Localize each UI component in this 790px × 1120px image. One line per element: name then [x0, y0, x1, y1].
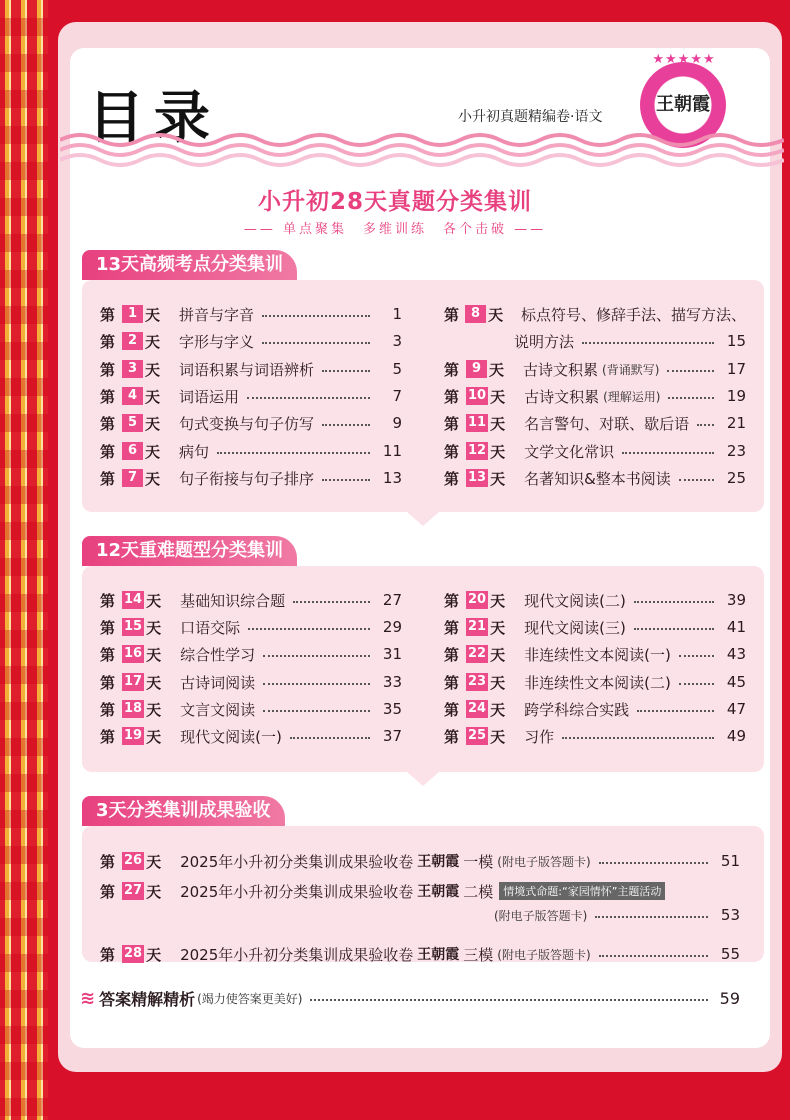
day-suffix: 天 — [146, 591, 162, 610]
leader-dots — [599, 955, 708, 957]
toc-entry[interactable] — [100, 643, 402, 665]
toc-entry[interactable] — [100, 616, 402, 638]
day-suffix: 天 — [145, 332, 161, 351]
slogan: —— 单点聚集 多维训练 各个击破 —— — [243, 222, 547, 237]
day-number: 15 — [124, 619, 143, 634]
series-name: 小升初真题精编卷·语文 — [458, 109, 603, 125]
day-suffix: 天 — [490, 618, 506, 637]
toc-entry[interactable] — [100, 850, 740, 872]
day-prefix: 第 — [444, 442, 460, 461]
day-number: 11 — [468, 415, 487, 430]
day-prefix: 第 — [100, 332, 116, 351]
day-suffix: 天 — [145, 442, 161, 461]
entry-label: 非连续性文本阅读(二) — [524, 673, 671, 692]
toc-entry[interactable] — [100, 671, 402, 693]
leader-dots — [247, 397, 370, 399]
entry-label: 古诗文积累 — [524, 387, 600, 406]
brand-signature: 王朝霞 — [417, 947, 460, 963]
day-number: 1 — [122, 305, 143, 323]
entry-label: 句式变换与句子仿写 — [179, 414, 315, 433]
day-suffix: 天 — [145, 305, 161, 324]
leader-dots — [634, 628, 714, 630]
leader-dots — [290, 737, 370, 739]
toc-entry[interactable] — [100, 943, 740, 965]
toc-entry[interactable] — [444, 358, 746, 380]
exam-mode: 一模 — [463, 852, 494, 871]
day-prefix: 第 — [444, 700, 460, 719]
entry-label: 病句 — [179, 442, 210, 461]
day-number: 18 — [124, 701, 143, 716]
entry-label: 基础知识综合题 — [180, 591, 286, 610]
toc-entry[interactable] — [100, 440, 402, 462]
toc-entry[interactable] — [444, 303, 746, 325]
page-number: 27 — [382, 591, 402, 609]
leader-dots — [667, 370, 714, 372]
page-number: 21 — [726, 414, 746, 432]
day-prefix: 第 — [100, 387, 116, 406]
entry-label: 综合性学习 — [180, 645, 256, 664]
wave-icon: ≋ — [80, 987, 96, 1009]
leader-dots — [582, 342, 714, 344]
page-number: 15 — [726, 332, 746, 350]
section-title-1: 13天高频考点分类集训 — [82, 250, 297, 280]
day-suffix: 天 — [490, 591, 506, 610]
toc-entry[interactable] — [100, 330, 402, 352]
entry-note: (附电子版答题卡) — [494, 908, 588, 923]
toc-entry[interactable] — [444, 698, 746, 720]
day-suffix: 天 — [146, 945, 162, 964]
day-number: 16 — [124, 646, 143, 661]
page-number: 25 — [726, 469, 746, 487]
day-suffix: 天 — [145, 387, 161, 406]
page-number: 1 — [392, 305, 402, 323]
entry-label: 名著知识&整本书阅读 — [524, 469, 671, 488]
toc-entry-continued[interactable] — [100, 904, 740, 926]
toc-entry[interactable] — [444, 643, 746, 665]
page-number: 13 — [382, 469, 402, 487]
section-title-3: 3天分类集训成果验收 — [82, 796, 285, 826]
day-suffix: 天 — [146, 673, 162, 692]
page-number: 7 — [392, 387, 402, 405]
exam-mode: 三模 — [463, 945, 494, 964]
day-prefix: 第 — [100, 852, 116, 871]
entry-label: 古诗文积累 — [523, 360, 599, 379]
day-suffix: 天 — [490, 414, 506, 433]
day-suffix: 天 — [490, 673, 506, 692]
day-number: 17 — [124, 674, 143, 689]
leader-dots — [668, 397, 714, 399]
day-suffix: 天 — [489, 360, 505, 379]
day-suffix: 天 — [145, 414, 161, 433]
day-prefix: 第 — [100, 700, 116, 719]
entry-label: 文学文化常识 — [524, 442, 615, 461]
answer-entry[interactable] — [80, 986, 740, 1010]
entry-label: 口语交际 — [180, 618, 241, 637]
day-number: 25 — [468, 728, 487, 743]
day-number: 10 — [468, 388, 487, 403]
entry-label: 字形与字义 — [179, 332, 255, 351]
day-prefix: 第 — [100, 469, 116, 488]
day-number: 12 — [468, 443, 487, 458]
page-number: 45 — [726, 673, 746, 691]
day-prefix: 第 — [100, 591, 116, 610]
day-suffix: 天 — [490, 442, 506, 461]
day-prefix: 第 — [444, 591, 460, 610]
day-number: 13 — [468, 470, 487, 485]
decorative-border-stripes — [0, 0, 48, 1120]
exam-mode: 二模 — [463, 882, 494, 901]
entry-label: 标点符号、修辞手法、描写方法、 — [520, 305, 746, 324]
toc-entry[interactable] — [444, 616, 746, 638]
day-number: 19 — [124, 728, 143, 743]
day-prefix: 第 — [444, 469, 460, 488]
day-number: 21 — [468, 619, 487, 634]
day-prefix: 第 — [100, 414, 116, 433]
page-number: 17 — [726, 360, 746, 378]
day-number: 14 — [124, 592, 143, 607]
page-number: 53 — [720, 906, 740, 924]
day-prefix: 第 — [100, 305, 116, 324]
leader-dots — [293, 601, 370, 603]
page-number: 19 — [726, 387, 746, 405]
logo-name: 王朝霞 — [656, 94, 710, 115]
entry-label: 句子衔接与句子排序 — [179, 469, 315, 488]
leader-dots — [679, 479, 714, 481]
entry-note: (理解运用) — [603, 389, 661, 404]
leader-dots — [310, 999, 708, 1001]
day-suffix: 天 — [145, 360, 161, 379]
entry-label: 现代文阅读(二) — [524, 591, 626, 610]
leader-dots — [679, 683, 714, 685]
leader-dots — [262, 315, 370, 317]
entry-label: 非连续性文本阅读(一) — [524, 645, 671, 664]
entry-label: 词语运用 — [179, 387, 240, 406]
leader-dots — [263, 710, 370, 712]
page-number: 31 — [382, 645, 402, 663]
page-number: 47 — [726, 700, 746, 718]
logo-stars: ★★★★★ — [652, 52, 716, 67]
toc-entry[interactable] — [100, 358, 402, 380]
toc-entry[interactable] — [100, 880, 740, 902]
day-number: 26 — [124, 853, 143, 868]
day-prefix: 第 — [100, 360, 116, 379]
page-number: 41 — [726, 618, 746, 636]
brand-signature: 王朝霞 — [417, 884, 460, 900]
page-number: 23 — [726, 442, 746, 460]
page-number: 5 — [392, 360, 402, 378]
entry-label: 名言警句、对联、歇后语 — [524, 414, 690, 433]
day-number: 6 — [122, 442, 143, 460]
toc-entry[interactable] — [444, 467, 746, 489]
entry-note: (附电子版答题卡) — [497, 854, 591, 869]
decorative-waves — [60, 130, 784, 170]
day-number: 24 — [468, 701, 487, 716]
toc-entry[interactable] — [444, 385, 746, 407]
toc-entry[interactable] — [444, 671, 746, 693]
entry-label: 拼音与字音 — [179, 305, 255, 324]
day-number: 23 — [468, 674, 487, 689]
day-prefix: 第 — [444, 305, 460, 324]
day-number: 8 — [465, 305, 486, 323]
page-number: 59 — [719, 988, 740, 1008]
toc-entry-continued[interactable] — [444, 330, 746, 352]
toc-entry[interactable] — [100, 467, 402, 489]
entry-label: 2025年小升初分类集训成果验收卷 — [180, 882, 414, 901]
page-title: 目录 — [88, 86, 220, 151]
day-number: 3 — [122, 360, 143, 378]
day-number: 27 — [124, 883, 143, 898]
leader-dots — [622, 452, 714, 454]
entry-label: 习作 — [524, 727, 555, 746]
toc-entry[interactable] — [444, 725, 746, 747]
toc-entry[interactable] — [100, 589, 402, 611]
page-number: 39 — [726, 591, 746, 609]
day-suffix: 天 — [490, 387, 506, 406]
main-heading: 小升初28天真题分类集训 — [257, 189, 532, 215]
day-suffix: 天 — [490, 700, 506, 719]
day-prefix: 第 — [444, 727, 460, 746]
day-prefix: 第 — [444, 360, 460, 379]
leader-dots — [697, 424, 714, 426]
day-prefix: 第 — [444, 387, 460, 406]
leader-dots — [217, 452, 370, 454]
day-prefix: 第 — [444, 673, 460, 692]
page-number: 49 — [726, 727, 746, 745]
toc-entry[interactable] — [100, 412, 402, 434]
day-prefix: 第 — [444, 618, 460, 637]
answer-title: 答案精解精析 — [99, 989, 196, 1009]
day-suffix: 天 — [146, 645, 162, 664]
brand-signature: 王朝霞 — [417, 854, 460, 870]
day-suffix: 天 — [146, 882, 162, 901]
section-title-2: 12天重难题型分类集训 — [82, 536, 297, 566]
day-suffix: 天 — [145, 469, 161, 488]
leader-dots — [262, 342, 370, 344]
toc-entry[interactable] — [444, 589, 746, 611]
day-number: 2 — [122, 332, 143, 350]
page-number: 35 — [382, 700, 402, 718]
leader-dots — [599, 862, 708, 864]
day-number: 9 — [466, 360, 487, 378]
day-prefix: 第 — [100, 727, 116, 746]
day-prefix: 第 — [444, 645, 460, 664]
day-suffix: 天 — [146, 852, 162, 871]
day-prefix: 第 — [444, 414, 460, 433]
day-prefix: 第 — [100, 442, 116, 461]
page-number: 33 — [382, 673, 402, 691]
entry-label-continued: 说明方法 — [514, 332, 575, 351]
leader-dots — [322, 424, 370, 426]
page-number: 37 — [382, 727, 402, 745]
day-suffix: 天 — [146, 618, 162, 637]
entry-label: 2025年小升初分类集训成果验收卷 — [180, 945, 414, 964]
page-number: 55 — [720, 945, 740, 963]
toc-entry[interactable] — [100, 385, 402, 407]
day-suffix: 天 — [490, 727, 506, 746]
page-number: 29 — [382, 618, 402, 636]
day-suffix: 天 — [490, 645, 506, 664]
leader-dots — [263, 655, 370, 657]
day-number: 28 — [124, 946, 143, 961]
leader-dots — [679, 655, 714, 657]
day-prefix: 第 — [100, 882, 116, 901]
day-number: 7 — [122, 469, 143, 487]
entry-label: 文言文阅读 — [180, 700, 256, 719]
leader-dots — [263, 683, 370, 685]
entry-note: (背诵默写) — [602, 362, 660, 377]
day-prefix: 第 — [100, 618, 116, 637]
page-number: 51 — [720, 852, 740, 870]
toc-entry[interactable] — [100, 725, 402, 747]
day-prefix: 第 — [100, 673, 116, 692]
leader-dots — [322, 479, 370, 481]
toc-entry[interactable] — [100, 698, 402, 720]
day-number: 4 — [122, 387, 143, 405]
leader-dots — [637, 710, 714, 712]
entry-label: 2025年小升初分类集训成果验收卷 — [180, 852, 414, 871]
day-suffix: 天 — [490, 469, 506, 488]
page-number: 43 — [726, 645, 746, 663]
day-suffix: 天 — [488, 305, 504, 324]
entry-label: 词语积累与词语辨析 — [179, 360, 315, 379]
leader-dots — [322, 370, 370, 372]
leader-dots — [248, 628, 370, 630]
day-prefix: 第 — [100, 945, 116, 964]
toc-entry[interactable] — [100, 303, 402, 325]
entry-label: 跨学科综合实践 — [524, 700, 630, 719]
theme-tag: 情境式命题:“家园情怀”主题活动 — [499, 882, 665, 900]
day-number: 20 — [468, 592, 487, 607]
day-number: 5 — [122, 414, 143, 432]
answer-subtitle: (竭力使答案更美好) — [197, 991, 303, 1006]
leader-dots — [634, 601, 714, 603]
page-number: 9 — [392, 414, 402, 432]
toc-entry[interactable] — [444, 440, 746, 462]
page-number: 11 — [382, 442, 402, 460]
entry-label: 现代文阅读(三) — [524, 618, 626, 637]
entry-label: 古诗词阅读 — [180, 673, 256, 692]
page-number: 3 — [392, 332, 402, 350]
day-suffix: 天 — [146, 727, 162, 746]
leader-dots — [562, 737, 714, 739]
day-prefix: 第 — [100, 645, 116, 664]
toc-entry[interactable] — [444, 412, 746, 434]
day-number: 22 — [468, 646, 487, 661]
entry-label: 现代文阅读(一) — [180, 727, 282, 746]
entry-note: (附电子版答题卡) — [497, 947, 591, 962]
leader-dots — [595, 916, 708, 918]
day-suffix: 天 — [146, 700, 162, 719]
